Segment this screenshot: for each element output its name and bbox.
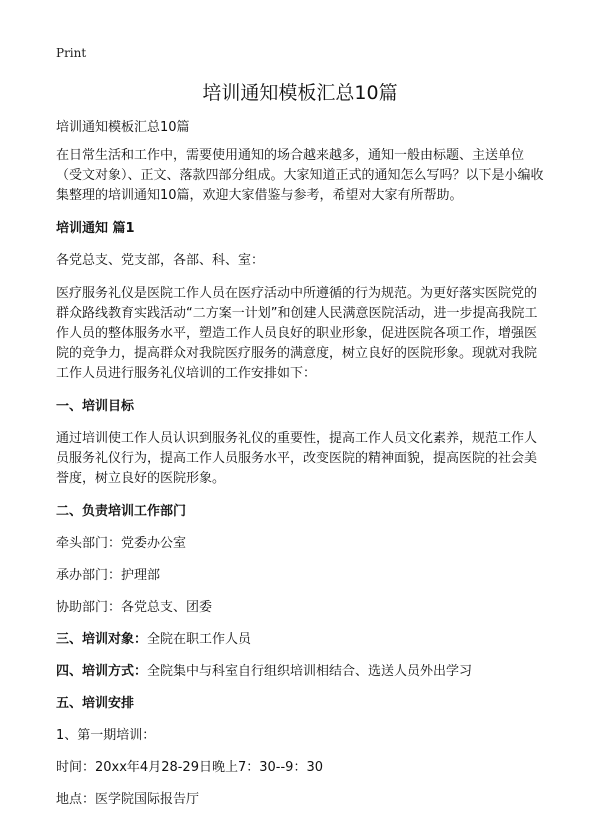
section-heading-goal: 一、培训目标 (56, 399, 135, 414)
section-heading-schedule: 五、培训安排 (56, 696, 135, 711)
method-label: 四、培训方式： (56, 664, 148, 679)
body-paragraph: 医疗服务礼仪是医院工作人员在医疗活动中所遵循的行为规范。为更好落实医院党的群众路线教育实践活动“二方案一计划”和创建人民满意医院活动，进一步提高我院工作人员的整体服务水平，塑造工作人员良好的职业形象，促进医院各项工作，增强医院的竞争力，提高群众对我院医疗服务的满意度，树立良好的医院形象。现就对我院工作人员进行服务礼仪培训的工作安排如下： (56, 286, 538, 381)
lead-department-line: 牵头部门：党委办公室 (56, 536, 187, 551)
print-label: Print (56, 46, 87, 60)
place-line: 地点：医学院国际报告厅 (56, 792, 200, 807)
goal-paragraph: 通过培训使工作人员认识到服务礼仪的重要性，提高工作人员文化素养，规范工作人员服务礼仪行为，提高工作人员服务水平，改变医院的精神面貌，提高医院的社会美誉度，树立良好的医院形象。 (56, 431, 538, 486)
assist-department-line: 协助部门：各党总支、团委 (56, 600, 213, 615)
target-value: 全院在职工作人员 (147, 632, 252, 647)
section-heading-notice-1: 培训通知 篇1 (56, 221, 135, 236)
document-subtitle: 培训通知模板汇总10篇 (56, 120, 190, 135)
intro-paragraph: 在日常生活和工作中，需要使用通知的场合越来越多，通知一般由标题、主送单位（受文对象）、正文、落款四部分组成。大家知道正式的通知怎么写吗？以下是小编收集整理的培训通知10篇，欢迎大家借鉴与参考，希望对大家有所帮助。 (56, 148, 544, 203)
section-heading-department: 二、负责培训工作部门 (56, 504, 187, 519)
recipients-line: 各党总支、党支部，各部、科、室： (56, 253, 265, 268)
phase-1-line: 1、第一期培训： (56, 728, 156, 743)
method-value: 全院集中与科室自行组织培训相结合、选送人员外出学习 (147, 664, 473, 679)
document-body (56, 118, 548, 822)
method-line (56, 662, 548, 682)
target-label: 三、培训对象： (56, 632, 148, 647)
time-line: 时间：20xx年4月28-29日晚上7：30--9：30 (56, 760, 323, 775)
target-line (56, 630, 548, 650)
document-title: 培训通知模板汇总10篇 (202, 82, 398, 104)
host-department-line: 承办部门：护理部 (56, 568, 161, 583)
